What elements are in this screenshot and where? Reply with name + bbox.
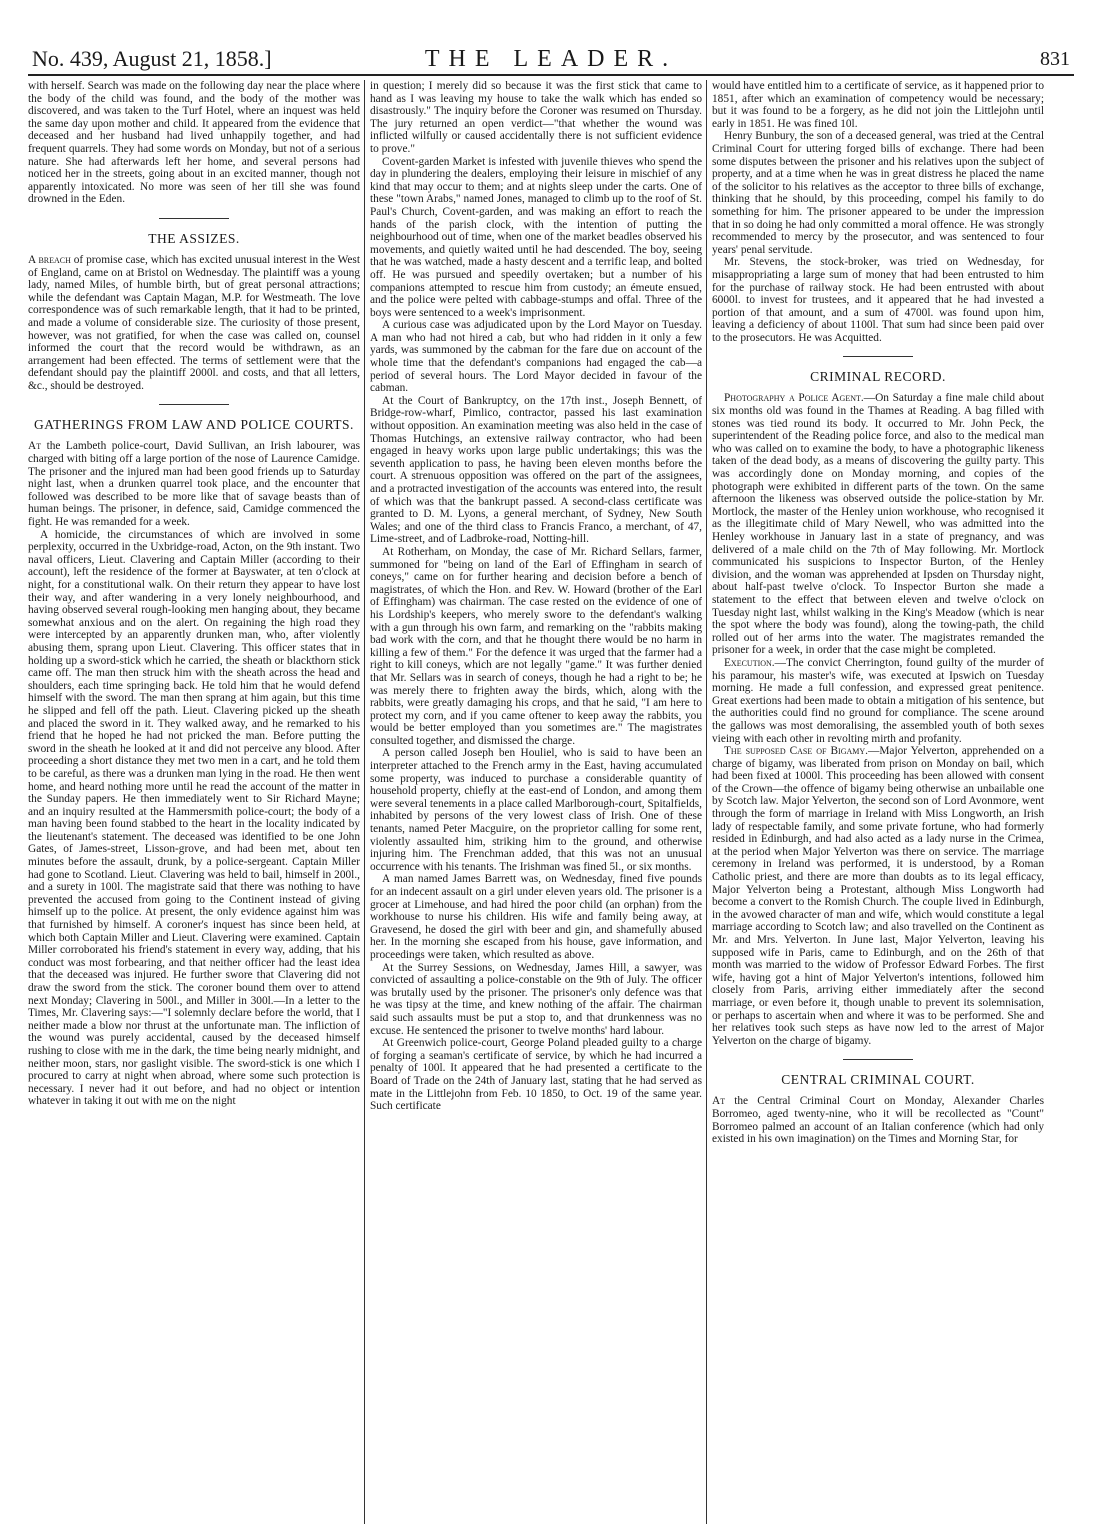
section-heading-gatherings: GATHERINGS FROM LAW AND POLICE COURTS. (28, 404, 360, 432)
article-paragraph: At the Surrey Sessions, on Wednesday, James Hill, a sawyer, was convicted of assaulting a police-constable on the 9th of July. The officer was brutally used by the prisoner. The prisoner's only defence was that he was tipsy at the time, and knew nothing of the affair. The chairman said such assaults must be put a stop to, and that drunkenness was no excuse. He sentenced the prisoner to twelve months' hard labour. (370, 961, 702, 1037)
lead-words: At (28, 440, 42, 453)
section-heading-assizes: THE ASSIZES. (28, 218, 360, 246)
article-paragraph: Covent-garden Market is infested with juvenile thieves who spend the day in plundering the dealers, employing their leisure in mischief of any kind that may occur to them; and at nights sleep under the carts. One of these "town Arabs," named Jones, managed to climb up to the roof of St. Paul's Church, Covent-garden, and was making an effort to reach the hands of the parish clock, with the intention of putting the neighbourhood out of time, when one of the market beadles observed his movements, and quietly waited until he had descended. The boy, seeing that he was watched, made a hasty descent and a terrific leap, and bolted off. He was pursued and speedily overtaken; but a number of his companions attempted to rescue him from custody; an émeute ensued, and the police were pelted with cabbage-stumps and offal. Three of the boys were sentenced to a week's imprisonment. (370, 155, 702, 319)
article-paragraph: A man named James Barrett was, on Wednesday, fined five pounds for an indecent assault on a girl under eleven years old. The prisoner is a grocer at Limehouse, and had hired the poor child (an orphan) from the workhouse to nurse his children. His wife and family being away, at Gravesend, he dosed the girl with beer and gin, and shamefully abused her. In the morning she escaped from his house, gave information, and proceedings were taken, which resulted as above. (370, 873, 702, 961)
column-3 (712, 80, 1044, 1524)
column-rule (364, 80, 365, 1524)
paragraph-text: —The convict Cherrington, found guilty of the murder of his paramour, his master's wife, was executed at Ipswich on Tuesday morning. He made a full confession, and expressed great penitence. Great exertions had been made to obtain a mitigation of his sentence, but the authorities could find no ground for compliance. The scene around the gallows was most demoralising, the assembled youth of both sexes vieing with each other in revolting mirth and profanity. (712, 656, 1044, 745)
article-paragraph: A homicide, the circumstances of which are involved in some perplexity, occurred in the Uxbridge-road, Acton, on the 9th instant. Two naval officers, Lieut. Clavering and Captain Miller (according to their account), left the residence of the former at Bayswater, at ten o'clock at night, for a constitutional walk. On their return they appear to have lost their way, and after wandering in a very lonely neighbourhood, and having observed several rough-looking men hanging about, they became somewhat anxious and on the alert. On regaining the high road they were intercepted by an apparently drunken man, who, after violently abusing them, sprang upon Lieut. Clavering. This officer states that in holding up a sword-stick which he carried, the sheath or blackthorn stick came off. The man then struck him with the sheath across the head and shoulders, each time springing back. He told him that he would defend himself with the sword. The man then sprang at him again, but this time he slipped and fell off the path. Lieut. Clavering picked up the sheath and placed the sword in it. They walked away, and he remarked to his friend that he hoped he had not pricked the man. Before putting the sword in the sheath he looked at it and did not perceive any blood. After proceeding a short distance they met two men in a cart, and he told them to be careful, as there was a drunken man lying in the road. He then went home, and heard nothing more until he read the account of the matter in the Sunday papers. He then immediately went to Sir Richard Mayne; and an inquiry resulted at the Hammersmith police-court; the body of a man having been found stabbed to the heart in the locality indicated by the lieutenant's statement. The deceased was identified to be one John Gates, of James-street, Lisson-grove, and had been met, about ten minutes before the assault, drunk, by a police-sergeant. Captain Miller had gone to Scotland. Lieut. Clavering was held to bail, himself in 200l., and a surety in 100l. The magistrate said that there was nothing to have prevented the accused from going to the Continent instead of giving himself up to the police. At present, the only evidence against him was that furnished by himself. A coroner's inquest has since been held, at which both Captain Miller and Lieut. Clavering were examined. Captain Miller corroborated his friend's statement in every way, adding, that his conduct was most forbearing, and that neither officer had the least idea that the deceased was injured. He further swore that Clavering did not draw the sword from the stick. The coroner bound them over to attend next Monday; Clavering in 500l., and Miller in 300l.—In a letter to the Times, Mr. Clavering says:—"I solemnly declare before the world, that I neither made a blow nor thrust at the unfortunate man. The infliction of the wound was purely accidental, caused by the deceased himself rushing to close with me in the dark, the time being nearly midnight, and neither moon, stars, nor gaslight visible. The sword-stick is one which I procured to carry at night when abroad, where some such protection is necessary. I never had it out before, and had no object or intention whatever in taking it out with me on the night (28, 528, 360, 1108)
section-heading-criminal-record: CRIMINAL RECORD. (712, 356, 1044, 384)
lead-words: At (712, 1095, 726, 1108)
page-number: 831 (1040, 48, 1070, 70)
article-paragraph: At Rotherham, on Monday, the case of Mr. Richard Sellars, farmer, summoned for "being on land of the Earl of Effingham in search of coneys," came on for further hearing and decision before a bench of magistrates, of which the Hon. and Rev. W. Howard (brother of the Earl of Effingham) was chairman. The case rested on the evidence of one of his Lordship's keepers, who merely swore to the defendant's walking with a gun through his own farm, and remarking on the "rabbits making bad work with the corn, and that he thought there would be no harm in killing a few of them." For the defence it was urged that the farmer had a right to kill coneys, which are not legally "game." It was further denied that Mr. Sellars was in search of coneys, though he had a right to be; he was merely there to frighten away the birds, which, along with the rabbits, were greatly damaging his crops, and that he said, "I am here to protect my corn, and if you came oftener to keep away the rabbits, you would be better employed than you sometimes are." The magistrates consulted together, and dismissed the charge. (370, 545, 702, 747)
article-paragraph (712, 745, 1044, 1047)
article-paragraph: Henry Bunbury, the son of a deceased general, was tried at the Central Criminal Court for uttering forged bills of exchange. There had been some disputes between the prisoner and his relatives upon the subject of property, and at a time when he was in great distress he placed the name of the solicitor to his relatives as the acceptor to three bills of exchange, thinking that he should, by this proceeding, compel his family to do something for him. The prisoner appeared to be under the impression that in so doing he had only committed a moral offence. He was strongly recommended to mercy by the prosecutor, and was sentenced to four years' penal servitude. (712, 130, 1044, 256)
paragraph-text: of promise case, which has excited unusual interest in the West of England, came on at Bristol on Wednesday. The plaintiff was a young lady, named Miles, of humble birth, but of great personal attractions; while the defendant was Captain Magan, M.P. for Westmeath. The love correspondence was of such remarkable length, that it had to be printed, and made a volume of considerable size. The curiosity of those present, however, was not gratified, for when the case was called on, counsel informed the court that the record would be withdrawn, as an arrangement had been effected. The terms of settlement were that the defendant should pay the plaintiff 2000l. and costs, and that all letters, &c., should be destroyed. (28, 253, 360, 392)
article-paragraph (712, 1095, 1044, 1145)
article-paragraph: with herself. Search was made on the following day near the place where the body of the child was found, and the body of the mother was discovered, and was taken to the Turf Hotel, where an inquest was held the same day upon mother and child. It appeared from the evidence that deceased and her husband had lived unhappily together, and had frequent quarrels. They had some words on Monday, but not of a serious nature. She had afterwards left her home, and several persons had noticed her in the streets, going about in an excited manner, though not apparently intoxicated. No more was seen of her till she was found drowned in the Eden. (28, 80, 360, 206)
article-paragraph: At Greenwich police-court, George Poland pleaded guilty to a charge of forging a seaman's certificate of service, by which he had incurred a penalty of 100l. It appeared that he had presented a certificate to the Board of Trade on the 24th of January last, stating that he had served as mate in the Littlejohn from Feb. 10 1850, to Oct. 19 of the same year. Such certificate (370, 1037, 702, 1113)
lead-words: Execution. (724, 656, 775, 669)
article-paragraph (712, 392, 1044, 656)
paragraph-text: the Central Criminal Court on Monday, Alexander Charles Borromeo, aged twenty-nine, who it will be recollected as "Count" Borromeo palmed an account of an Italian conference (which had only existed in his own imagination) on the Times and Morning Star, for (712, 1095, 1044, 1146)
column-2 (370, 80, 702, 1524)
column-1 (28, 80, 360, 1524)
newspaper-title: THE LEADER. (424, 46, 678, 72)
lead-words: A breach (28, 253, 71, 266)
section-heading-central-criminal-court: CENTRAL CRIMINAL COURT. (712, 1059, 1044, 1087)
paragraph-text: —Major Yelverton, apprehended on a charge of bigamy, was liberated from prison on Monday on bail, which had been fixed at 1000l. This proceeding has been allowed with consent of the Crown—the offence of bigamy being otherwise an unbailable one by Scotch law. Major Yelverton, the second son of Lord Avonmore, went through the form of marriage in Ireland with Miss Longworth, an Irish lady of respectable family, and some private fortune, who had formerly resided in Edinburgh, and had also acted as a lady nurse in the Crimea, at the period when Major Yelverton was there on service. The marriage ceremony in Ireland was performed, it is understood, by a Roman Catholic priest, and there are more than doubts as to its legal efficacy, Major Yelverton being a Protestant, although Miss Longworth had become a convert to the Romish Church. The couple lived in Edinburgh, in the avowed character of man and wife, which would constitute a legal marriage according to Scotch law; and also travelled on the Continent as Mr. and Mrs. Yelverton. In June last, Major Yelverton, leaving his supposed wife in Paris, came to Edinburgh, and on the 26th of that month was married to the widow of Professor Edward Forbes. The first wife, having got a hint of Major Yelverton's intentions, followed him closely from Paris, arriving either immediately after the second marriage, or even before it, though unable to prevent its solemnisation, or perhaps to ascertain when and where it was to be performed. She and her relatives took such steps as have now led to the arrest of Major Yelverton on the charge of bigamy. (712, 745, 1044, 1047)
article-paragraph: would have entitled him to a certificate of service, as it happened prior to 1851, after which an examination of competency would be necessary; but it was found to be a forgery, as he did not join the Littlejohn until early in 1851. He was fined 10l. (712, 80, 1044, 130)
issue-line: No. 439, August 21, 1858.] (32, 46, 272, 71)
article-paragraph (712, 657, 1044, 745)
lead-words: The supposed Case of Bigamy. (724, 745, 868, 758)
article-paragraph (28, 440, 360, 528)
article-paragraph: A person called Joseph ben Houliel, who is said to have been an interpreter attached to the French army in the East, having accumulated some property, was induced to purchase a considerable quantity of household property, chiefly at the east-end of London, and among them were several tenements in a place called Marlborough-court, Spitalfields, inhabited by persons of the very lowest class of Irish. One of these tenants, named Peter Macguire, on the proprietor calling for some rent, violently assaulted him, striking him to the ground, and otherwise injuring him. The Frenchman added, that this was not an unusual occurrence with his tenants. The Irishman was fined 5l., or six months. (370, 747, 702, 873)
article-paragraph (28, 254, 360, 393)
article-paragraph: At the Court of Bankruptcy, on the 17th inst., Joseph Bennett, of Bridge-row-wharf, Pimlico, contractor, passed his last examination without opposition. An examination meeting was also held in the case of Thomas Hutchings, an extensive railway contractor, who had been engaged in heavy works upon large public undertakings; this was the seventh application to pass, he having been eleven months before the court. A strenuous opposition was offered on the part of the assignees, and a protracted investigation of the accounts was entered into, the result of which was that the bankrupt passed. A second-class certificate was granted to D. M. Lyons, a general merchant, of Sydney, New South Wales; and one of the third class to Francis Franco, a merchant, of 47, Lime-street, and of Ladbroke-road, Notting-hill. (370, 394, 702, 546)
article-paragraph: A curious case was adjudicated upon by the Lord Mayor on Tuesday. A man who had not hired a cab, but who had ridden in it only a few yards, was summoned by the cabman for the fare due on account of the whole time that the defendant's companions had engaged the cab—a period of several hours. The Lord Mayor decided in favour of the cabman. (370, 319, 702, 395)
paragraph-text: the Lambeth police-court, David Sullivan, an Irish labourer, was charged with biting off a large portion of the nose of Laurence Camidge. The prisoner and the injured man had been good friends up to Saturday night last, when a drunken quarrel took place, and the encounter that followed was described to be more like that of savage beasts than of human beings. The prisoner, in defence, said, Camidge commenced the fight. He was remanded for a week. (28, 440, 360, 529)
article-paragraph: Mr. Stevens, the stock-broker, was tried on Wednesday, for misappropriating a large sum of money that had been entrusted to him for the purchase of railway stock. He had been entrusted with about 6000l. to invest for trustees, and it appeared that he had invested a portion of that amount, and a sum of 4700l. was found upon him, leaving a deficiency of about 1100l. That sum had since been paid over to the prosecutors. He was Acquitted. (712, 256, 1044, 344)
masthead (28, 40, 1074, 76)
article-paragraph: in question; I merely did so because it was the first stick that came to hand as I was leaving my house to take the walk which has ended so disastrously." The inquiry before the Coroner was resumed on Thursday. The jury returned an open verdict—"that whether the wound was inflicted wilfully or caused accidentally there is not sufficient evidence to prove." (370, 80, 702, 155)
paragraph-text: —On Saturday a fine male child about six months old was found in the Thames at Reading. A bag filled with stones was tied round its body. It occurred to Mr. John Peck, the superintendent of the Reading police force, and also to the medical man who was called on to examine the body, to have a photographic likeness taken of the dead body, as a means of discovering the guilty party. This was accordingly done on Monday morning, and copies of the photograph were exhibited in different parts of the town. On the same afternoon the likeness was observed outside the police-station by Mr. Mortlock, the master of the Henley union workhouse, who recognised it as the illegitimate child of Mary Newell, who was admitted into the Henley workhouse in January last in a state of pregnancy, and was delivered of a male child on the 7th of May following. Mr. Mortlock communicated his suspicions to Inspector Burton, of the Henley division, and the woman was apprehended at Ipsden on Thursday night, about half-past twelve o'clock. To Inspector Burton she made a statement to the effect that between eleven and twelve o'clock on Tuesday night last, whilst walking in the King's Meadow (which is near the spot where the body was found), along the towing-path, the child rolled out of her arms into the water. The magistrates remanded the prisoner for a week, in order that the case might be completed. (712, 392, 1044, 657)
column-rule (706, 80, 707, 1524)
lead-words: Photography a Police Agent. (724, 392, 864, 405)
